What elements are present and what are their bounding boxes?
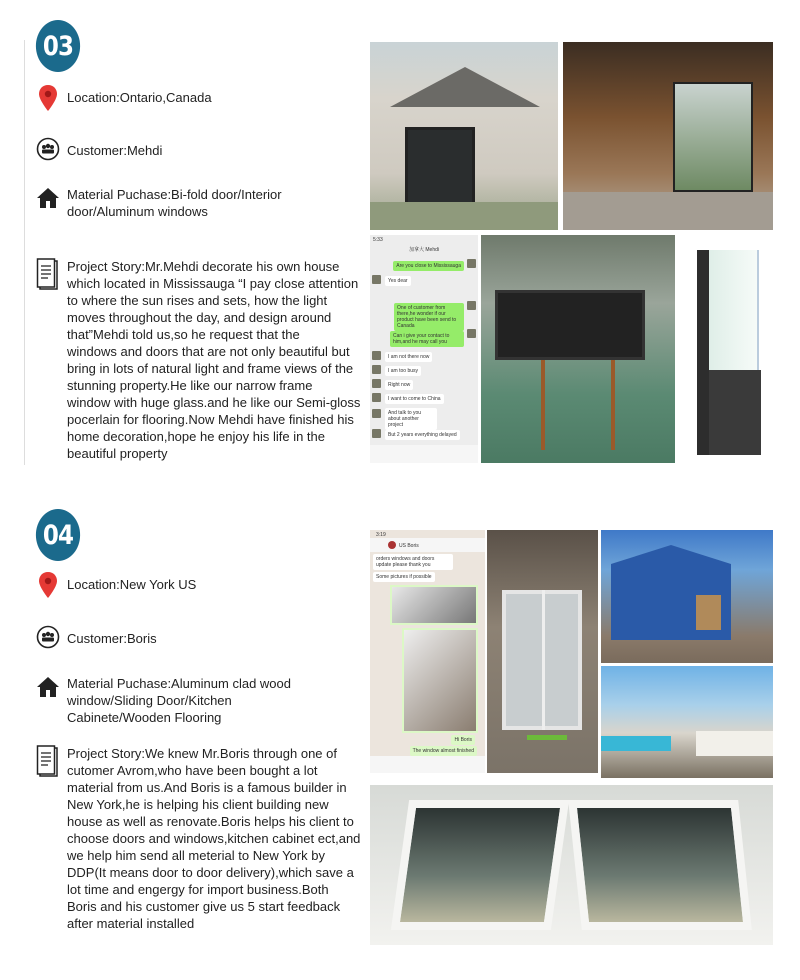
location-row bbox=[36, 573, 196, 597]
material-text: Material Puchase:Bi-fold door/Interior door/Aluminum windows bbox=[67, 187, 282, 219]
house-icon bbox=[36, 675, 60, 699]
section-number-badge: 03 bbox=[36, 20, 80, 72]
house-icon bbox=[36, 186, 60, 210]
material-row bbox=[36, 675, 291, 726]
sliding-door-photo bbox=[487, 530, 598, 773]
blue-house-construction-photo bbox=[601, 530, 773, 663]
customer-group-icon bbox=[36, 137, 60, 161]
customer-text: Customer:Mehdi bbox=[67, 143, 163, 158]
location-pin-icon bbox=[36, 86, 60, 110]
location-text: Location:Ontario,Canada bbox=[67, 90, 212, 105]
stone-house-photo bbox=[370, 42, 558, 230]
location-text: Location:New York US bbox=[67, 577, 197, 592]
section-divider-line bbox=[24, 40, 25, 465]
material-row bbox=[36, 186, 282, 220]
story-row bbox=[36, 258, 360, 462]
story-text: Project Story:Mr.Mehdi decorate his own house which located in Mississauga “I pay close attention to where the sun rises and sets, how the light moves throughout the day, and design around that”Mehdi told us,so he request that the windows and doors that are not only beautiful but bring in lots of natural light and frame views of the stunning property.He like our narrow frame window with huge glass.and he like our Semi-gloss pocerlain for flooring.Now Mehdi have finished his home decoration,hope he enjoy his life in the beautiful property bbox=[67, 259, 361, 461]
section-number-badge: 04 bbox=[36, 509, 80, 561]
location-row bbox=[36, 86, 212, 110]
wechat-screenshot: 5:33 加拿大 Mehdi Are you close to Mississauga Yes dear One of customer from there,he wonder if our product have been send to Canada Can i give your contact to him,and he may call you I am not there now I am too busy Right now I want to come to China And talk to you about another project But 2 years everything delayed bbox=[370, 235, 478, 463]
customer-group-icon bbox=[36, 625, 60, 649]
pool-patio-photo bbox=[601, 666, 773, 778]
customer-row bbox=[36, 137, 162, 161]
whatsapp-screenshot: 3:19 US Boris orders windows and doors update please thank you Some pictures if possible Hi Boris The window almost finished bbox=[370, 530, 485, 773]
customer-row bbox=[36, 625, 157, 649]
aluminum-profile-photo bbox=[685, 235, 775, 463]
location-pin-icon bbox=[36, 573, 60, 597]
factory-windows-photo bbox=[481, 235, 675, 463]
story-row bbox=[36, 745, 360, 932]
document-icon bbox=[36, 745, 60, 779]
story-text: Project Story:We knew Mr.Boris through one of cutomer Avrom,who have been bought a lot material from us.And Boris is a famous builder in New York,he is helping his client building new house as well as renovate.Boris helps his client to choose doors and windows,kitchen cabinet ect,and we help him send all meterial to New York by DDP(It means door to door delivery),which save a lot time and engergy for import business.Both Boris and his customer give us 5 start feedback after material installed bbox=[67, 746, 361, 931]
customer-text: Customer:Boris bbox=[67, 631, 157, 646]
casement-window-photo bbox=[370, 785, 773, 945]
document-icon bbox=[36, 258, 60, 292]
material-text: Material Puchase:Aluminum clad wood window/Sliding Door/Kitchen Cabinete/Wooden Flooring bbox=[67, 676, 291, 725]
interior-room-photo bbox=[563, 42, 773, 230]
